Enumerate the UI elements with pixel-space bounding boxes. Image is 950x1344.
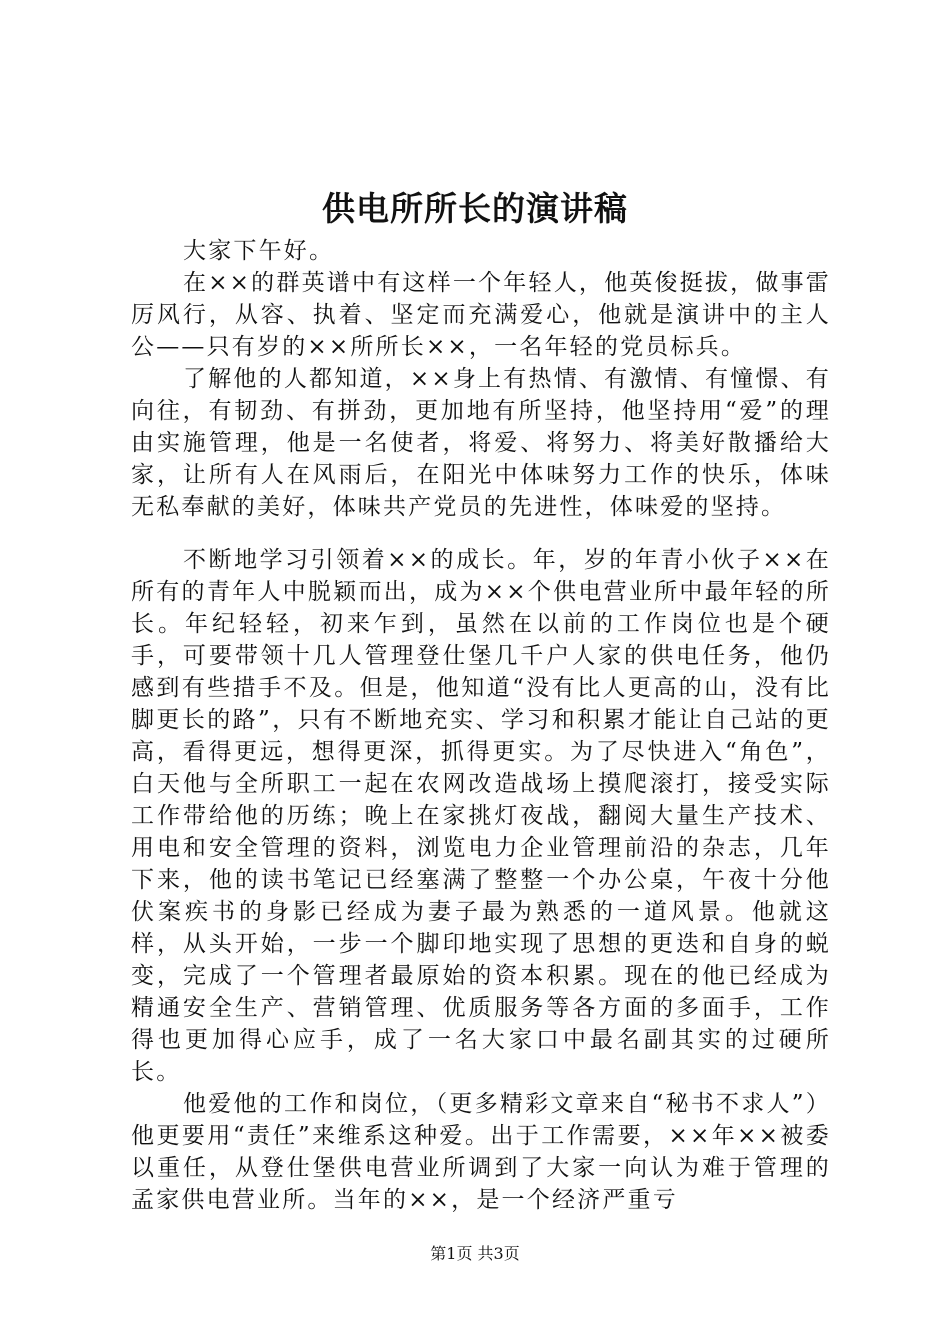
character-paragraph: 了解他的人都知道，××身上有热情、有激情、有憧憬、有向往，有韧劲、有拼劲，更加地有所坚持，他坚持用“爱”的理由实施管理，他是一名使者，将爱、将努力、将美好散播给大家，让所有人在风雨后，在阳光中体味努力工作的快乐，体味无私奉献的美好，体味共产党员的先进性，体味爱的坚持。 [131, 366, 831, 520]
page-footer: 第1页 共3页 [430, 1244, 520, 1263]
document-body [131, 235, 831, 1216]
greeting-paragraph: 大家下午好。 [183, 238, 335, 264]
responsibility-paragraph: 他爱他的工作和岗位，（更多精彩文章来自“秘书不求人”）他更要用“责任”来维系这种爱。出于工作需要，××年××被委以重任，从登仕堡供电营业所调到了大家一向认为难于管理的孟家供电营业所。当年的××，是一个经济严重亏 [131, 1091, 831, 1213]
document-title: 供电所所长的演讲稿 [322, 189, 628, 228]
learning-paragraph: 不断地学习引领着××的成长。年，岁的年青小伙子××在所有的青年人中脱颖而出，成为××个供电营业所中最年轻的所长。年纪轻轻，初来乍到，虽然在以前的工作岗位也是个硬手，可要带领十几人管理登仕堡几千户人家的供电任务，他仍感到有些措手不及。但是，他知道“没有比人更高的山，没有比脚更长的路”，只有不断地充实、学习和积累才能让自己站的更高，看得更远，想得更深，抓得更实。为了尽快进入“角色”，白天他与全所职工一起在农网改造战场上摸爬滚打，接受实际工作带给他的历练；晚上在家挑灯夜战，翻阅大量生产技术、用电和安全管理的资料，浏览电力企业管理前沿的杂志，几年下来，他的读书笔记已经塞满了整整一个办公桌，午夜十分他伏案疾书的身影已经成为妻子最为熟悉的一道风景。他就这样，从头开始，一步一个脚印地实现了思想的更迭和自身的蜕变，完成了一个管理者最原始的资本积累。现在的他已经成为精通安全生产、营销管理、优质服务等各方面的多面手，工作得也更加得心应手，成了一名大家口中最名副其实的过硬所长。 [131, 547, 831, 1085]
intro-paragraph: 在××的群英谱中有这样一个年轻人，他英俊挺拔，做事雷厉风行，从容、执着、坚定而充满爱心，他就是演讲中的主人公——只有岁的××所所长××，一名年轻的党员标兵。 [131, 270, 831, 360]
